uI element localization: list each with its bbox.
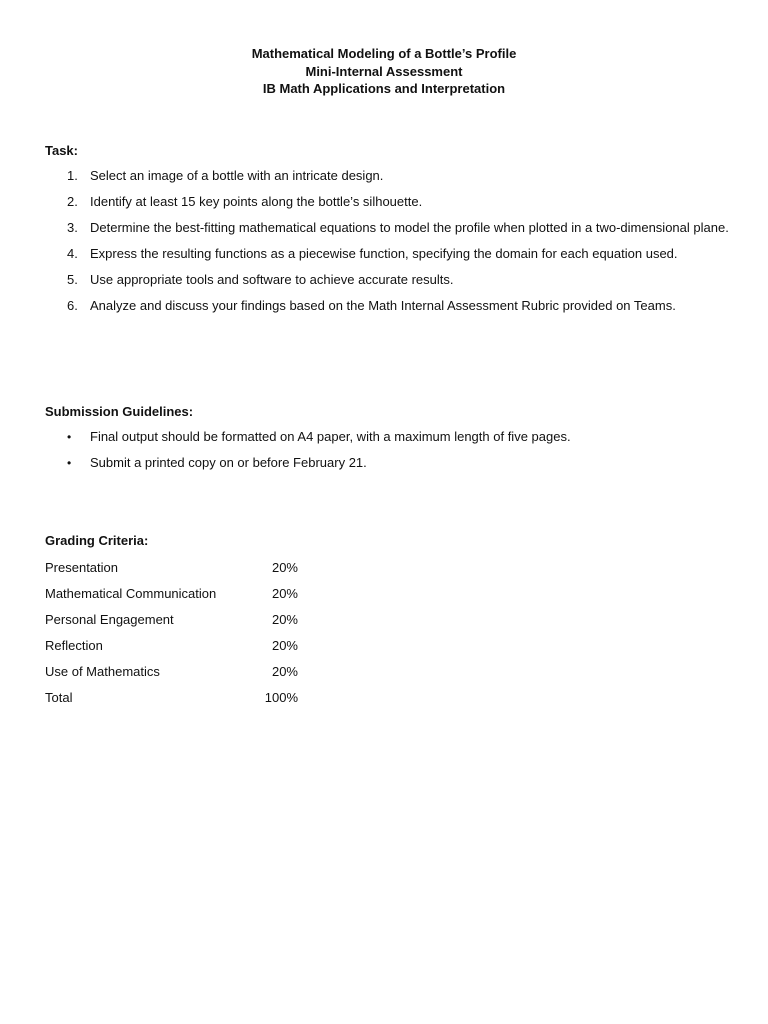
submission-item-text: Submit a printed copy on or before February 21.	[90, 455, 367, 470]
criterion-weight: 20%	[271, 586, 298, 601]
criterion-name: Personal Engagement	[45, 612, 174, 627]
task-item	[45, 267, 735, 293]
criterion-weight: 20%	[271, 664, 298, 679]
task-item-number: 3.	[67, 220, 78, 235]
criterion-weight: 100%	[264, 690, 298, 705]
task-item-text: Identify at least 15 key points along the bottle’s silhouette.	[90, 194, 423, 209]
task-item-number: 1.	[67, 168, 78, 183]
bullet-icon: •	[67, 456, 72, 470]
document-header	[0, 45, 768, 98]
task-item	[45, 215, 735, 241]
task-item	[45, 189, 735, 215]
grading-table	[45, 555, 298, 711]
bullet-icon: •	[67, 430, 72, 444]
task-item-text: Select an image of a bottle with an intricate design.	[90, 168, 384, 183]
table-row	[45, 607, 298, 633]
table-row	[45, 581, 298, 607]
submission-item-text: Final output should be formatted on A4 paper, with a maximum length of five pages.	[90, 429, 571, 444]
task-list	[45, 163, 735, 319]
task-item-text: Use appropriate tools and software to achieve accurate results.	[90, 272, 454, 287]
task-item	[45, 163, 735, 189]
criterion-weight: 20%	[271, 638, 298, 653]
criterion-weight: 20%	[271, 612, 298, 627]
submission-item	[45, 424, 735, 450]
table-row-total	[45, 685, 298, 711]
submission-list	[45, 424, 735, 476]
table-row	[45, 633, 298, 659]
document-title: Mathematical Modeling of a Bottle’s Profile	[251, 46, 517, 61]
task-item-number: 6.	[67, 298, 78, 313]
task-item-text: Analyze and discuss your findings based on the Math Internal Assessment Rubric provided on Teams.	[90, 298, 676, 313]
task-item-text: Determine the best-fitting mathematical equations to model the profile when plotted in a two-dimensional plane.	[90, 220, 729, 235]
task-item-number: 5.	[67, 272, 78, 287]
submission-heading: Submission Guidelines:	[45, 404, 194, 419]
task-heading: Task:	[45, 143, 78, 158]
task-item-number: 2.	[67, 194, 78, 209]
table-row	[45, 555, 298, 581]
table-row	[45, 659, 298, 685]
task-item-text: Express the resulting functions as a piecewise function, specifying the domain for each equation used.	[90, 246, 678, 261]
criterion-name: Presentation	[45, 560, 118, 575]
criterion-name: Reflection	[45, 638, 103, 653]
criterion-weight: 20%	[271, 560, 298, 575]
task-item	[45, 241, 735, 267]
criterion-name: Use of Mathematics	[45, 664, 160, 679]
document-subtitle: Mini-Internal Assessment	[305, 63, 463, 79]
criterion-name: Total	[45, 690, 73, 705]
submission-item	[45, 450, 735, 476]
course-name: IB Math Applications and Interpretation	[262, 81, 506, 96]
task-item	[45, 293, 735, 319]
grading-heading: Grading Criteria:	[45, 533, 149, 548]
criterion-name: Mathematical Communication	[45, 586, 217, 601]
task-item-number: 4.	[67, 246, 78, 261]
